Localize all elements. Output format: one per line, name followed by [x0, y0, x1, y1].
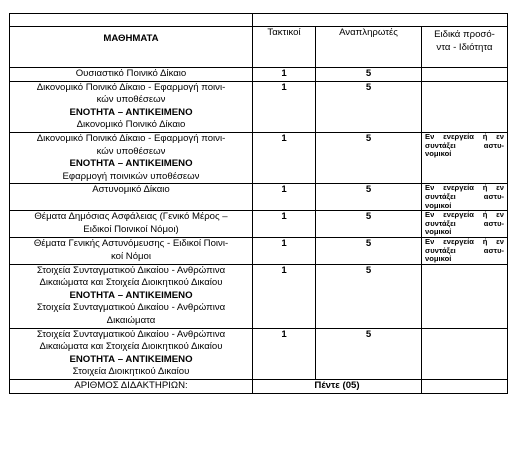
footer-label: ΑΡΙΘΜΟΣ ΔΙΔΑΚΤΗΡΙΩΝ:	[10, 380, 253, 394]
special-qualification-text: Εν ενεργεία ή εν συντάξει αστυ- νομικοί	[425, 131, 505, 159]
regular-count: 1	[253, 68, 316, 82]
footer-value: Πέντε (05)	[253, 380, 422, 394]
subject-line: Θέματα Δημόσιας Ασφάλειας (Γενικό Μέρος –	[34, 211, 228, 223]
subject-line: κών υποθέσεων	[96, 94, 166, 106]
subject-cell	[10, 264, 253, 328]
table-row	[10, 328, 508, 379]
subject-line: κοί Νόμοι	[110, 250, 152, 262]
subject-cell	[10, 237, 253, 264]
header-special	[422, 27, 508, 68]
regular-count: 1	[253, 237, 316, 264]
header-special-line2: ντα - Ιδιότητα	[436, 41, 493, 53]
courses-table	[9, 13, 508, 394]
special-qualification	[422, 81, 508, 132]
special-qualification	[422, 184, 508, 211]
header-row	[10, 27, 508, 68]
blank-cell	[10, 14, 253, 27]
unit-subject-line: Δικαιώματα	[106, 315, 156, 327]
subject-line: Ουσιαστικό Ποινικό Δίκαιο	[75, 68, 187, 79]
header-special-line1: Ειδικά προσό-	[434, 29, 495, 40]
subject-cell	[10, 328, 253, 379]
rows-body	[10, 68, 508, 380]
substitute-count: 5	[316, 328, 422, 379]
subject-cell	[10, 68, 253, 82]
special-qualification	[422, 237, 508, 264]
special-qualification	[422, 328, 508, 379]
table-row	[10, 237, 508, 264]
unit-label: ΕΝΟΤΗΤΑ – ΑΝΤΙΚΕΙΜΕΝΟ	[69, 289, 193, 301]
special-qualification	[422, 132, 508, 183]
substitute-count: 5	[316, 68, 422, 82]
regular-count: 1	[253, 81, 316, 132]
substitute-count: 5	[316, 264, 422, 328]
regular-count: 1	[253, 264, 316, 328]
special-qualification	[422, 211, 508, 238]
subject-cell	[10, 132, 253, 183]
table-row	[10, 211, 508, 238]
substitute-count: 5	[316, 132, 422, 183]
subject-line: κών υποθέσεων	[96, 145, 166, 157]
subject-line: Δικαιώματα και Στοιχεία Διοικητικού Δικαίου	[39, 277, 223, 289]
blank-top-row	[10, 14, 508, 27]
subject-line: Στοιχεία Συνταγματικού Δικαίου - Ανθρώπινα	[36, 328, 226, 340]
unit-label: ΕΝΟΤΗΤΑ – ΑΝΤΙΚΕΙΜΕΝΟ	[69, 106, 193, 118]
unit-label: ΕΝΟΤΗΤΑ – ΑΝΤΙΚΕΙΜΕΝΟ	[69, 158, 193, 170]
table-row	[10, 68, 508, 82]
subject-line: Αστυνομικό Δίκαιο	[92, 184, 170, 196]
subject-line: Δικονομικό Ποινικό Δίκαιο - Εφαρμογή ποινι-	[36, 132, 226, 144]
header-regular: Τακτικοί	[253, 27, 316, 68]
unit-subject: Στοιχεία Διοικητικού Δικαίου	[72, 366, 190, 378]
subject-line: Δικαιώματα και Στοιχεία Διοικητικού Δικαίου	[39, 341, 223, 353]
blank-cell	[253, 14, 508, 27]
footer-row	[10, 380, 508, 394]
subject-cell	[10, 211, 253, 238]
regular-count: 1	[253, 132, 316, 183]
subject-cell	[10, 81, 253, 132]
footer-empty-cell	[422, 380, 508, 394]
regular-count: 1	[253, 184, 316, 211]
substitute-count: 5	[316, 184, 422, 211]
substitute-count: 5	[316, 211, 422, 238]
header-substitute: Αναπληρωτές	[316, 27, 422, 68]
regular-count: 1	[253, 328, 316, 379]
substitute-count: 5	[316, 237, 422, 264]
subject-line: Θέματα Γενικής Αστυνόμευσης - Ειδικοί Ποινι-	[33, 237, 229, 249]
special-qualification-text: Εν ενεργεία ή εν συντάξει αστυ- νομικοί	[425, 236, 505, 264]
unit-label: ΕΝΟΤΗΤΑ – ΑΝΤΙΚΕΙΜΕΝΟ	[69, 353, 193, 365]
table-row	[10, 264, 508, 328]
unit-subject: Δικονομικό Ποινικό Δίκαιο	[76, 119, 186, 131]
table-row	[10, 132, 508, 183]
special-qualification-text: Εν ενεργεία ή εν συντάξει αστυ- νομικοί	[425, 183, 505, 210]
substitute-count: 5	[316, 81, 422, 132]
unit-subject-line: Στοιχεία Συνταγματικού Δικαίου - Ανθρώπινα	[36, 302, 226, 314]
special-qualification	[422, 264, 508, 328]
subject-line: Ειδικοί Ποινικοί Νόμοι)	[83, 223, 179, 235]
table-row	[10, 184, 508, 211]
subject-line: Στοιχεία Συνταγματικού Δικαίου - Ανθρώπινα	[36, 264, 226, 276]
unit-subject: Εφαρμογή ποινικών υποθέσεων	[62, 170, 200, 182]
special-qualification	[422, 68, 508, 82]
header-subject: ΜΑΘΗΜΑΤΑ	[10, 27, 253, 68]
subject-line: Δικονομικό Ποινικό Δίκαιο - Εφαρμογή ποινι-	[36, 81, 226, 93]
table-row	[10, 81, 508, 132]
subject-cell	[10, 184, 253, 211]
regular-count: 1	[253, 211, 316, 238]
special-qualification-text: Εν ενεργεία ή εν συντάξει αστυ- νομικοί	[425, 210, 505, 237]
